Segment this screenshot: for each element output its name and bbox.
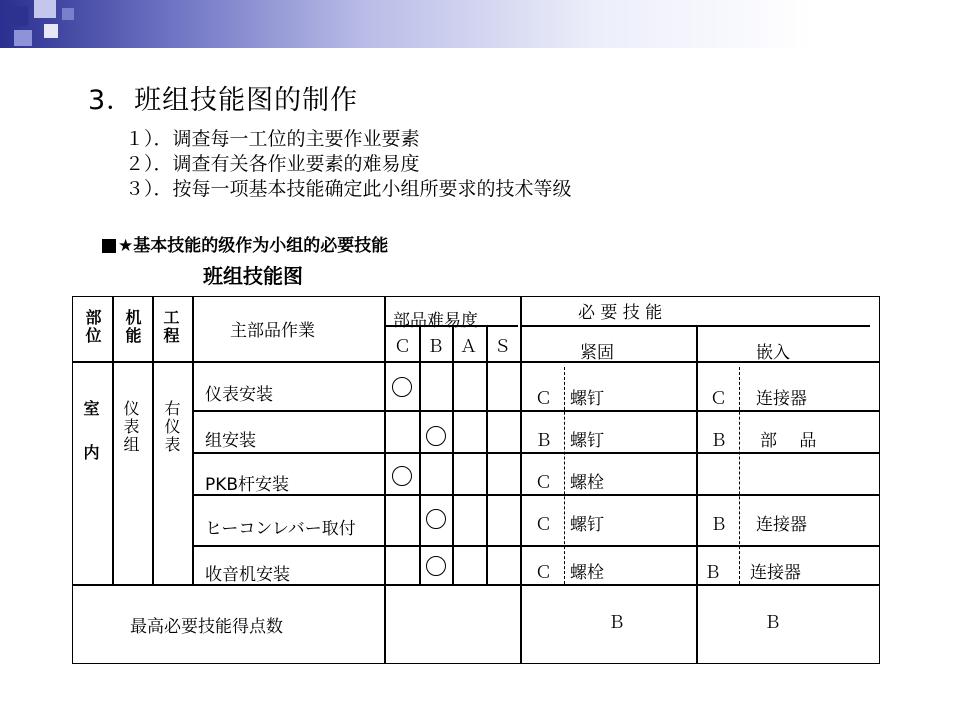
dashed-divider: [739, 367, 740, 584]
row-work: 收音机安装: [205, 565, 290, 585]
step-item: ２）．调查有关各作业要素的难易度: [125, 153, 420, 175]
group-jineng: 仪表组: [121, 400, 140, 454]
header-gradient-bar: [0, 0, 960, 48]
table-line: [520, 296, 522, 664]
tighten-grade: Ｃ: [535, 389, 552, 409]
tighten-skill: 螺栓: [570, 473, 604, 493]
embed-skill: 部 品: [760, 431, 817, 451]
header-embed: 嵌入: [756, 343, 790, 363]
table-line: [152, 296, 154, 584]
grade-b: Ｂ: [427, 337, 444, 357]
decor-square: [34, 0, 56, 18]
row-work: 仪表安装: [205, 385, 273, 405]
embed-skill: 连接器: [750, 563, 801, 583]
table-line: [520, 325, 870, 327]
summary-embed: Ｂ: [764, 613, 781, 633]
slide-title: 3．班组技能图的制作: [88, 85, 359, 116]
header-gongcheng: 工程: [161, 309, 180, 345]
dashed-divider: [564, 367, 565, 584]
grade-c: Ｃ: [394, 337, 411, 357]
tighten-grade: Ｂ: [535, 431, 552, 451]
tighten-grade: Ｃ: [535, 515, 552, 535]
grade-a: Ａ: [460, 337, 477, 357]
table-line: [192, 545, 880, 547]
row-work: 组安装: [205, 431, 256, 451]
header-tighten: 紧固: [580, 343, 614, 363]
table-line: [192, 494, 880, 496]
group-gongcheng: 右仪表: [162, 400, 181, 454]
tighten-grade: Ｃ: [535, 563, 552, 583]
tighten-grade: Ｃ: [535, 473, 552, 493]
row-work: PKB杆安装: [205, 475, 290, 495]
table-line: [72, 584, 880, 586]
group-bui: 室 内: [81, 400, 100, 466]
table-line: [452, 325, 454, 584]
summary-tighten: Ｂ: [608, 613, 625, 633]
table-line: [192, 452, 880, 454]
note-text: ★基本技能的级作为小组的必要技能: [118, 236, 389, 256]
embed-grade: Ｂ: [710, 431, 727, 451]
decor-square: [44, 24, 58, 38]
square-bullet-icon: [102, 239, 116, 253]
header-jineng: 机能: [123, 309, 142, 345]
circle-mark-icon: [426, 556, 446, 576]
steps-list: [125, 127, 572, 202]
circle-mark-icon: [426, 509, 446, 529]
table-line: [384, 296, 386, 664]
table-line: [419, 325, 421, 584]
decor-square: [8, 6, 28, 26]
tighten-skill: 螺栓: [570, 563, 604, 583]
circle-mark-icon: [426, 426, 446, 446]
header-bui: 部位: [83, 309, 102, 345]
table-line: [696, 325, 698, 664]
tighten-skill: 螺钉: [570, 431, 604, 451]
embed-skill: 连接器: [756, 515, 807, 535]
table-line: [192, 410, 880, 412]
circle-mark-icon: [392, 466, 412, 486]
chart-title: 班组技能图: [203, 264, 303, 288]
grade-s: Ｓ: [494, 337, 511, 357]
header-difficulty: 部品难易度: [393, 311, 478, 331]
note-line: [102, 231, 388, 256]
embed-grade: Ｃ: [710, 389, 727, 409]
embed-grade: Ｂ: [704, 563, 721, 583]
embed-grade: Ｂ: [710, 515, 727, 535]
row-work: ヒーコンレバー取付: [205, 519, 356, 539]
table-line: [192, 296, 194, 584]
decor-square: [14, 30, 32, 46]
header-skills: 必 要 技 能: [578, 303, 663, 323]
table-line: [112, 296, 114, 584]
embed-skill: 连接器: [756, 389, 807, 409]
header-work: 主部品作業: [230, 321, 315, 341]
circle-mark-icon: [392, 377, 412, 397]
tighten-skill: 螺钉: [570, 389, 604, 409]
table-line: [486, 325, 488, 584]
step-item: ３）．按每一项基本技能确定此小组所要求的技术等级: [125, 178, 572, 200]
decor-square: [62, 8, 74, 20]
summary-label: 最高必要技能得点数: [130, 617, 283, 637]
tighten-skill: 螺钉: [570, 515, 604, 535]
step-item: １）．调查每一工位的主要作业要素: [125, 128, 420, 150]
